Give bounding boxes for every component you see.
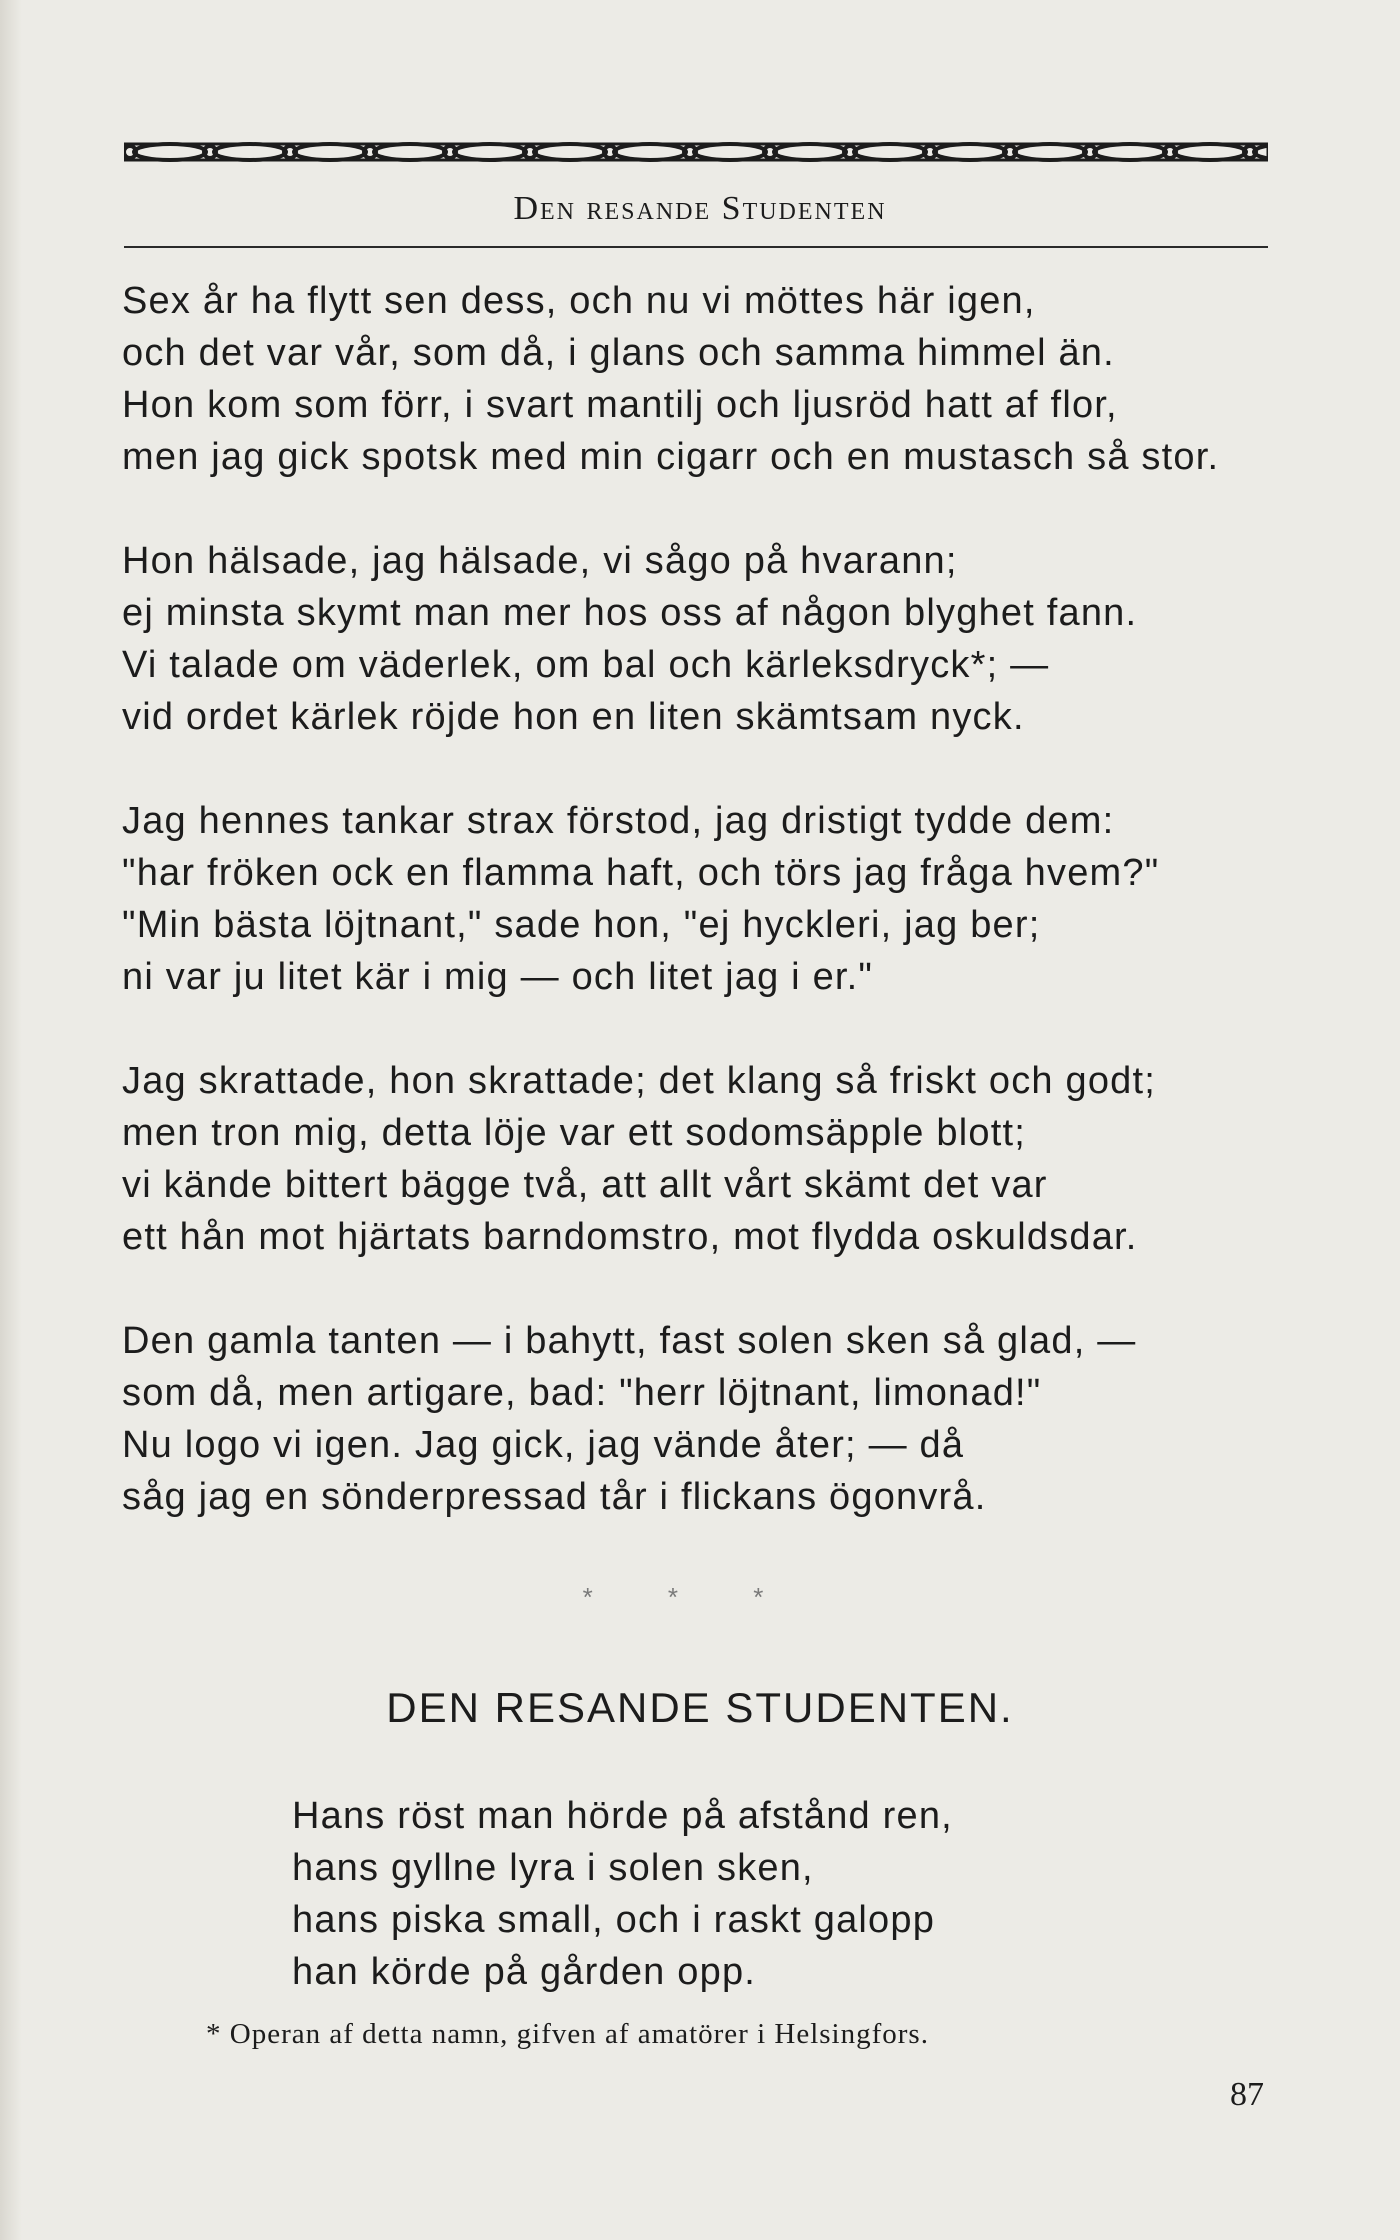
verse-line: hans gyllne lyra i solen sken, <box>292 1847 814 1889</box>
verse-line: men tron mig, detta löje var ett sodomsäpple blott; <box>122 1112 1026 1154</box>
stanza <box>122 535 1282 743</box>
chain-link <box>454 144 526 160</box>
poem-stanzas <box>122 275 1282 1575</box>
chain-link <box>134 144 206 160</box>
verse-line: men jag gick spotsk med min cigarr och en mustasch så stor. <box>122 436 1220 478</box>
verse-line: vid ordet kärlek röjde hon en liten skämtsam nyck. <box>122 696 1025 738</box>
verse-line: och det var vår, som då, i glans och samma himmel än. <box>122 332 1115 374</box>
verse-line: Jag hennes tankar strax förstod, jag dristigt tydde dem: <box>122 800 1115 842</box>
chain-ring <box>284 146 296 158</box>
verse-line: Hon kom som förr, i svart mantilj och ljusröd hatt af flor, <box>122 384 1118 426</box>
chain-link <box>1174 144 1246 160</box>
running-head: Den resande Studenten <box>513 190 887 227</box>
chain-link <box>614 144 686 160</box>
chain-link <box>694 144 766 160</box>
chain-ring <box>764 146 776 158</box>
page-edge-shadow <box>0 0 22 2240</box>
verse-line: vi kände bittert bägge två, att allt vårt skämt det var <box>122 1164 1048 1206</box>
chain-ring <box>604 146 616 158</box>
chain-ring <box>1244 146 1256 158</box>
verse-line: ni var ju litet kär i mig — och litet jag i er." <box>122 956 874 998</box>
verse-line: Den gamla tanten — i bahytt, fast solen sken så glad, — <box>122 1320 1137 1362</box>
stanza <box>122 1315 1282 1523</box>
verse-line: Hon hälsade, jag hälsade, vi sågo på hvarann; <box>122 540 958 582</box>
header-rule <box>124 246 1268 248</box>
verse-line: Nu logo vi igen. Jag gick, jag vände åter; — då <box>122 1424 965 1466</box>
verse-line: "har fröken ock en flamma haft, och törs jag fråga hvem?" <box>122 852 1160 894</box>
stanza <box>122 1055 1282 1263</box>
chain-ring <box>684 146 696 158</box>
chain-ornament-border <box>124 137 1268 167</box>
chain-link <box>934 144 1006 160</box>
verse-line: ej minsta skymt man mer hos oss af någon blyghet fann. <box>122 592 1138 634</box>
chain-ring <box>524 146 536 158</box>
chain-ring <box>444 146 456 158</box>
verse-line: Hans röst man hörde på afstånd ren, <box>292 1795 953 1837</box>
chain-ring <box>204 146 216 158</box>
chain-link <box>1014 144 1086 160</box>
verse-line: "Min bästa löjtnant," sade hon, "ej hyckleri, jag ber; <box>122 904 1041 946</box>
chain-ring <box>364 146 376 158</box>
verse-line: Jag skrattade, hon skrattade; det klang så friskt och godt; <box>122 1060 1157 1102</box>
verse-line: som då, men artigare, bad: "herr löjtnant, limonad!" <box>122 1372 1042 1414</box>
section-asterism: * * * <box>582 1582 798 1612</box>
chain-ring <box>124 146 136 158</box>
chain-ring <box>1084 146 1096 158</box>
chain-link <box>214 144 286 160</box>
chain-ring <box>1164 146 1176 158</box>
chain-link <box>774 144 846 160</box>
verse-line: han körde på gården opp. <box>292 1951 757 1993</box>
chain-ring <box>1004 146 1016 158</box>
verse-line: hans piska small, och i raskt galopp <box>292 1899 936 1941</box>
verse-line: Vi talade om väderlek, om bal och kärleksdryck*; — <box>122 644 1050 686</box>
chain-ring <box>924 146 936 158</box>
chain-link <box>1094 144 1166 160</box>
verse-line: ett hån mot hjärtats barndomstro, mot flydda oskuldsdar. <box>122 1216 1138 1258</box>
verse-line: såg jag en sönderpressad tår i flickans ögonvrå. <box>122 1476 987 1518</box>
stanza <box>122 275 1282 483</box>
stanza <box>122 795 1282 1003</box>
page-number: 87 <box>1230 2076 1264 2113</box>
poem-title: DEN RESANDE STUDENTEN. <box>386 1684 1014 1731</box>
chain-link <box>534 144 606 160</box>
chain-link <box>374 144 446 160</box>
chain-link <box>854 144 926 160</box>
verse-line: Sex år ha flytt sen dess, och nu vi möttes här igen, <box>122 280 1036 322</box>
chain-link <box>294 144 366 160</box>
chain-ring <box>844 146 856 158</box>
footnote: * Operan af detta namn, gifven af amatörer i Helsingfors. <box>206 2018 929 2050</box>
second-poem <box>292 1790 1192 1998</box>
